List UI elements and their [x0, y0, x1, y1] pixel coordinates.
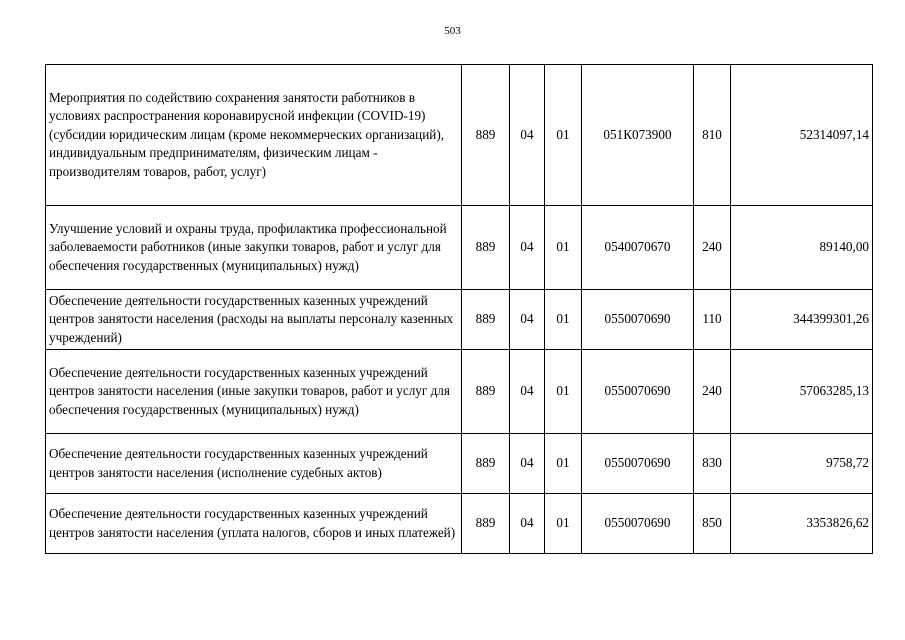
row-target-article: 0550070690 [582, 350, 694, 434]
row-ministry-code: 889 [462, 65, 510, 206]
row-description: Обеспечение деятельности государственных казенных учреждений центров занятости населения (уплата налогов, сборов и иных платежей) [46, 494, 462, 554]
row-section-code: 04 [510, 494, 545, 554]
row-section-code: 04 [510, 350, 545, 434]
row-amount: 57063285,13 [731, 350, 873, 434]
table-row [46, 290, 873, 350]
row-target-article: 0550070690 [582, 434, 694, 494]
row-ministry-code: 889 [462, 494, 510, 554]
row-amount: 52314097,14 [731, 65, 873, 206]
row-target-article: 0550070690 [582, 494, 694, 554]
row-section-code: 04 [510, 206, 545, 290]
row-subsection-code: 01 [545, 494, 582, 554]
row-expense-type: 810 [694, 65, 731, 206]
budget-table [45, 64, 873, 554]
row-expense-type: 110 [694, 290, 731, 350]
row-description: Улучшение условий и охраны труда, профилактика профессиональной заболеваемости работников (иные закупки товаров, работ и услуг для обеспечения государственных (муниципальных) нужд) [46, 206, 462, 290]
row-subsection-code: 01 [545, 350, 582, 434]
table-row [46, 434, 873, 494]
row-expense-type: 850 [694, 494, 731, 554]
row-ministry-code: 889 [462, 206, 510, 290]
row-target-article: 0550070690 [582, 290, 694, 350]
row-description: Обеспечение деятельности государственных казенных учреждений центров занятости населения (исполнение судебных актов) [46, 434, 462, 494]
row-target-article: 0540070670 [582, 206, 694, 290]
row-description: Обеспечение деятельности государственных казенных учреждений центров занятости населения (расходы на выплаты персоналу казенных учреждений) [46, 290, 462, 350]
row-section-code: 04 [510, 434, 545, 494]
row-amount: 3353826,62 [731, 494, 873, 554]
table-row [46, 350, 873, 434]
row-subsection-code: 01 [545, 65, 582, 206]
row-amount: 9758,72 [731, 434, 873, 494]
row-expense-type: 240 [694, 350, 731, 434]
row-amount: 344399301,26 [731, 290, 873, 350]
row-expense-type: 240 [694, 206, 731, 290]
row-ministry-code: 889 [462, 434, 510, 494]
row-subsection-code: 01 [545, 206, 582, 290]
row-ministry-code: 889 [462, 290, 510, 350]
row-subsection-code: 01 [545, 290, 582, 350]
page-number: 503 [444, 25, 461, 37]
row-ministry-code: 889 [462, 350, 510, 434]
row-subsection-code: 01 [545, 434, 582, 494]
row-description: Обеспечение деятельности государственных казенных учреждений центров занятости населения (иные закупки товаров, работ и услуг для обеспечения государственных (муниципальных) нужд) [46, 350, 462, 434]
table-row [46, 65, 873, 206]
row-section-code: 04 [510, 65, 545, 206]
row-expense-type: 830 [694, 434, 731, 494]
row-amount: 89140,00 [731, 206, 873, 290]
row-target-article: 051К073900 [582, 65, 694, 206]
row-description: Мероприятия по содействию сохранения занятости работников в условиях распространения коронавирусной инфекции (COVID-19) (субсидии юридическим лицам (кроме некоммерческих организаций), индивидуальным предпринимателям, физическим лицам - производителям товаров, работ, услуг) [46, 65, 462, 206]
table-row [46, 206, 873, 290]
table-row [46, 494, 873, 554]
row-section-code: 04 [510, 290, 545, 350]
